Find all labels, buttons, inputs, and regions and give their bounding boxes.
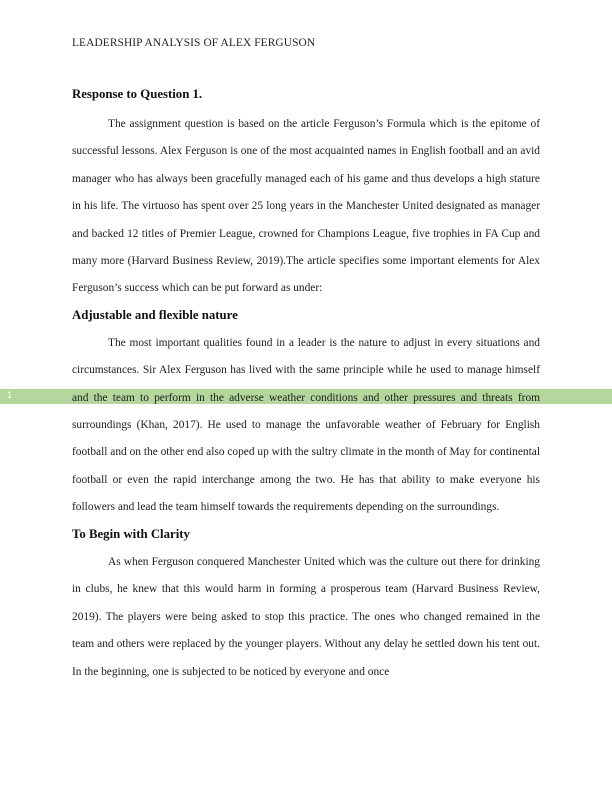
section-heading-clarity: To Begin with Clarity [72,526,190,541]
paragraph-clarity: As when Ferguson conquered Manchester United which was the culture out there for drinking in clubs, he knew that this would harm in forming a prosperous team (Harvard Business Review, 2019). The players were being asked to stop this practice. The ones who changed remained in the team and others were replaced by the younger players. Without any delay he settled down his tent out. In the beginning, one is subjected to be noticed by everyone and once [72,555,540,679]
document-body [72,84,540,687]
line-number: 1 [7,390,13,400]
running-head: LEADERSHIP ANALYSIS OF ALEX FERGUSON [72,37,316,49]
section-heading-response: Response to Question 1. [72,87,203,101]
paragraph-adjustable: The most important qualities found in a leader is the nature to adjust in every situations and circumstances. Sir Alex Ferguson has lived with the same principle while he used to manage himself and the team to perform in the adverse weather conditions and other pressures and threats from surroundings (Khan, 2017). He used to manage the unfavorable weather of February for English football and on the other end also coped up with the sultry climate in the month of May for continental football or even the rapid interchange among the two. He has that ability to make everyone his followers and lead the team himself towards the requirements depending on the surroundings. [72,336,540,514]
section-heading-adjustable: Adjustable and flexible nature [72,307,238,322]
paragraph-intro: The assignment question is based on the article Ferguson’s Formula which is the epitome of successful lessons. Alex Ferguson is one of the most acquainted names in English football and an avid manager who has always been gracefully managed each of his game and thus develops a high stature in his life. The virtuoso has spent over 25 long years in the Manchester United designated as manager and backed 12 titles of Premier League, crowned for Champions League, five trophies in FA Cup and many more (Harvard Business Review, 2019).The article specifies some important elements for Alex Ferguson’s success which can be put forward as under: [72,118,540,295]
